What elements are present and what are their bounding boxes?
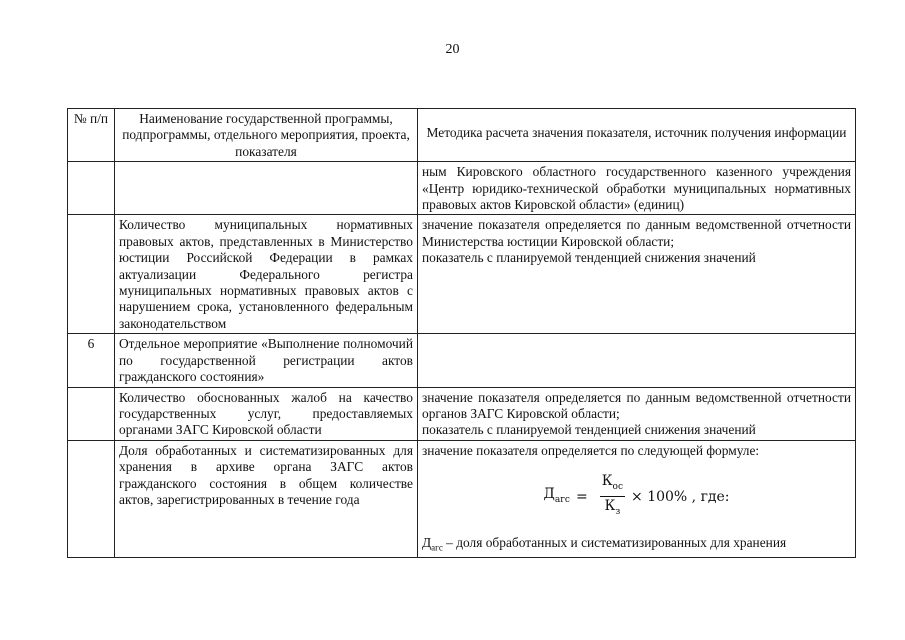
method-text: показатель с планируемой тенденцией снижения значений <box>422 422 756 438</box>
header-name: Наименование государственной программы, подпрограммы, отдельного мероприятия, проекта, показателя <box>115 109 418 162</box>
table-row <box>68 387 856 440</box>
row-method <box>418 334 856 387</box>
table-row <box>68 162 856 215</box>
row-name: Количество муниципальных нормативных правовых актов, представленных в Министерство юстиции Российской Федерации в рамках актуализации Федерального регистра муниципальных нормативных правовых актов с нарушением срока, установленного федеральным законодательством <box>115 215 418 334</box>
row-name <box>115 162 418 215</box>
header-number: № п/п <box>68 109 115 162</box>
row-name: Отдельное мероприятие «Выполнение полномочий по государственной регистрации актов гражданского состояния» <box>115 334 418 387</box>
method-text: значение показателя определяется по данным ведомственной отчетности органов ЗАГС Кировской области; <box>422 389 851 421</box>
row-number: 6 <box>68 334 115 387</box>
indicator-table <box>67 108 856 558</box>
formula-fraction <box>600 473 625 520</box>
row-method <box>418 387 856 440</box>
page-number: 20 <box>445 42 460 57</box>
formula <box>422 473 851 520</box>
method-text: показатель с планируемой тенденцией снижения значений <box>422 250 756 266</box>
formula-numerator: $К_{ос}$ <box>600 473 625 497</box>
table-row <box>68 334 856 387</box>
row-number <box>68 215 115 334</box>
table-header-row <box>68 109 856 162</box>
table-row <box>68 215 856 334</box>
row-number <box>68 387 115 440</box>
method-text: значение показателя определяется по данным ведомственной отчетности Министерства юстиции Кировской области; <box>422 217 851 249</box>
row-method <box>418 215 856 334</box>
method-definition: $Д_{агс}$ – доля обработанных и систематизированных для хранения <box>422 534 787 553</box>
row-name: Количество обоснованных жалоб на качество государственных услуг, предоставляемых органами ЗАГС Кировской области <box>115 387 418 440</box>
row-number <box>68 162 115 215</box>
formula-equals: = <box>575 488 588 505</box>
row-method <box>418 440 856 557</box>
row-method: ным Кировского областного государственного казенного учреждения «Центр юридико-технической обработки муниципальных нормативных правовых актов Кировской области» (единиц) <box>418 162 856 215</box>
header-method: Методика расчета значения показателя, источник получения информации <box>418 109 856 162</box>
formula-denominator: $К_з$ <box>604 498 621 518</box>
formula-tail: × 100% , где: <box>631 488 730 505</box>
formula-lhs: $Д_{агс}$ <box>543 485 570 505</box>
row-name: Доля обработанных и систематизированных для хранения в архиве органа ЗАГС актов гражданского состояния в общем количестве актов, зарегистрированных в течение года <box>115 440 418 557</box>
method-text: значение показателя определяется по следующей формуле: <box>422 442 760 458</box>
row-number <box>68 440 115 557</box>
table-row <box>68 440 856 557</box>
